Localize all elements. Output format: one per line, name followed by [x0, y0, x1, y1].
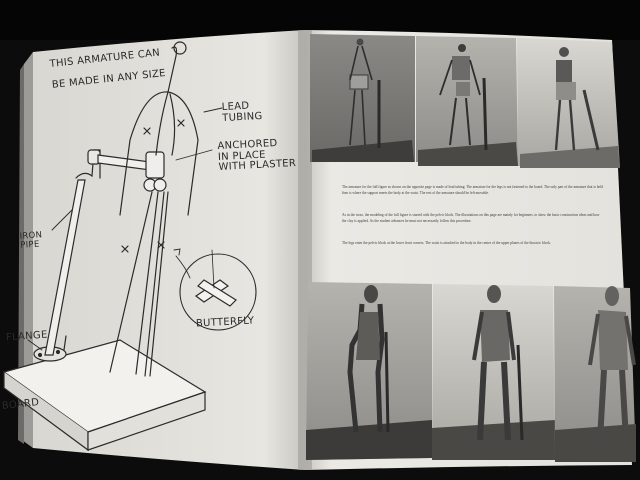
- body-paragraph-2: As in the torso, the modeling of the full figure is started with the pelvic block. The illustrations on this page are mainly for beginners, to show the basic construction ideas and how the clay is applied. As the student advances he must not necessarily follow this procedure.: [342, 213, 600, 224]
- photo-bottom-3: [554, 286, 636, 462]
- board-label: BOARD: [1, 397, 40, 412]
- body-paragraph-1: The armature for the full figure as shown on the opposite page is made of lead tubing. The armature for the legs is not fastened to the board. The only part of the armature that is held firm is where the support meets the body at the waist. The rest of the armature should be left movable.: [342, 185, 603, 196]
- lead-tubing-label: LEAD TUBING: [221, 100, 263, 124]
- photo-top-1: [310, 34, 415, 162]
- photo-top-2: [416, 36, 518, 166]
- photo-bottom-2: [432, 284, 555, 460]
- diagram-title-line1: THIS ARMATURE CAN: [49, 46, 161, 70]
- butterfly-label: BUTTERFLY: [195, 315, 255, 330]
- photo-bottom-1: [306, 282, 432, 460]
- iron-pipe-label: IRON PIPE: [19, 230, 43, 251]
- body-paragraph-3: The legs enter the pelvic block at the lower front corners. The waist is attached to the body in the center of the upper planes of the thoracic block.: [342, 241, 551, 245]
- anchored-label: ANCHORED IN PLACE WITH PLASTER: [217, 137, 297, 174]
- flange-label: FLANGE: [5, 329, 49, 344]
- diagram-title-line2: BE MADE IN ANY SIZE: [51, 67, 167, 91]
- photo-top-3: [517, 38, 620, 168]
